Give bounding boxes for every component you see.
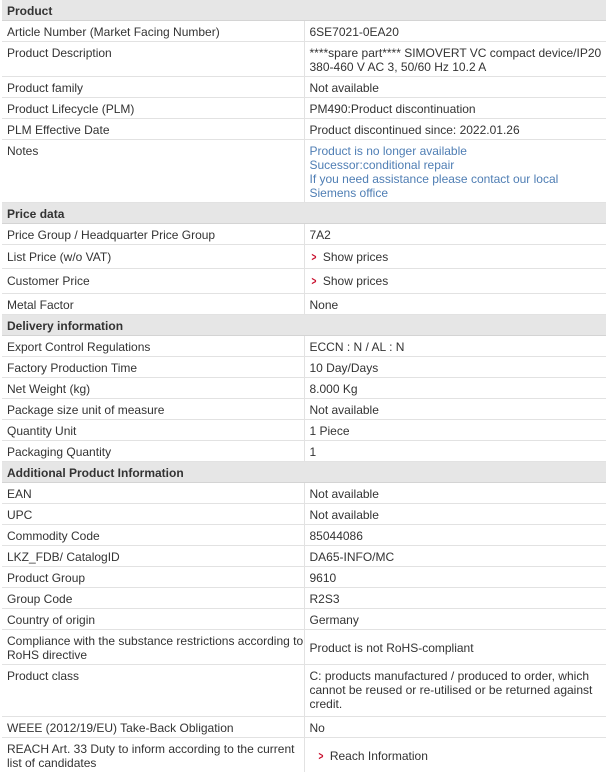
row-value: Not available [304,504,606,525]
row-value: ****spare part**** SIMOVERT VC compact device/IP20 380-460 V AC 3, 50/60 Hz 10.2 A [304,42,606,77]
reach-information-link-text[interactable]: Reach Information [330,749,428,763]
row-value: Not available [304,483,606,504]
table-row [2,504,606,525]
row-value: ECCN : N / AL : N [304,336,606,357]
table-row [2,21,606,42]
reach-information-link[interactable] [304,738,606,772]
row-label: Article Number (Market Facing Number) [2,21,304,42]
table-row [2,269,606,294]
show-prices-link[interactable]: Show prices [323,274,388,288]
notes-line: Sucessor:conditional repair [310,158,607,172]
row-value: 7A2 [304,224,606,245]
table-row [2,98,606,119]
row-value: No [304,717,606,738]
row-label: Price Group / Headquarter Price Group [2,224,304,245]
table-row [2,336,606,357]
table-row [2,567,606,588]
table-row [2,294,606,315]
table-row [2,546,606,567]
table-row [2,224,606,245]
row-label: Quantity Unit [2,420,304,441]
row-label: Product Lifecycle (PLM) [2,98,304,119]
section-title: Delivery information [2,315,606,336]
row-label: PLM Effective Date [2,119,304,140]
product-data-table [2,0,606,772]
section-title: Price data [2,203,606,224]
table-row [2,399,606,420]
table-row [2,378,606,399]
row-label: Net Weight (kg) [2,378,304,399]
row-label: Compliance with the substance restrictions according to RoHS directive [2,630,304,665]
row-label: UPC [2,504,304,525]
row-value: 1 [304,441,606,462]
chevron-right-icon: > [311,274,318,288]
row-label: Package size unit of measure [2,399,304,420]
row-label: WEEE (2012/19/EU) Take-Back Obligation [2,717,304,738]
section-header-additional [2,462,606,483]
notes-link-contact[interactable]: If you need assistance please contact our local Siemens office [310,172,607,200]
row-label: Notes [2,140,304,203]
table-row [2,630,606,665]
list-price-link[interactable] [304,245,606,269]
row-value: 10 Day/Days [304,357,606,378]
row-value: Not available [304,399,606,420]
row-value: 1 Piece [304,420,606,441]
table-row [2,245,606,269]
row-label: Commodity Code [2,525,304,546]
row-value: Product is not RoHS-compliant [304,630,606,665]
row-label: Metal Factor [2,294,304,315]
table-row [2,588,606,609]
row-value: Germany [304,609,606,630]
notes-line: Product is no longer available [310,144,607,158]
table-row [2,420,606,441]
row-label: Group Code [2,588,304,609]
notes-value [304,140,606,203]
row-value: PM490:Product discontinuation [304,98,606,119]
table-row [2,140,606,203]
row-value: Product discontinued since: 2022.01.26 [304,119,606,140]
row-label: Packaging Quantity [2,441,304,462]
chevron-right-icon: > [318,749,325,763]
section-title: Product [2,0,606,21]
section-header-price [2,203,606,224]
row-value: R2S3 [304,588,606,609]
row-value: None [304,294,606,315]
table-row [2,738,606,772]
section-header-delivery [2,315,606,336]
customer-price-link[interactable] [304,269,606,294]
row-label: Product family [2,77,304,98]
row-value: 8.000 Kg [304,378,606,399]
row-label: EAN [2,483,304,504]
chevron-right-icon: > [311,250,318,264]
table-row [2,665,606,717]
row-label: Factory Production Time [2,357,304,378]
row-value: 9610 [304,567,606,588]
table-row [2,525,606,546]
row-label: List Price (w/o VAT) [2,245,304,269]
section-header-product [2,0,606,21]
row-label: Product Group [2,567,304,588]
table-row [2,357,606,378]
show-prices-link[interactable]: Show prices [323,250,388,264]
row-value: 6SE7021-0EA20 [304,21,606,42]
row-label: Export Control Regulations [2,336,304,357]
table-row [2,42,606,77]
row-value: Not available [304,77,606,98]
row-value: 85044086 [304,525,606,546]
section-title: Additional Product Information [2,462,606,483]
row-label: REACH Art. 33 Duty to inform according to the current list of candidates [2,738,304,772]
table-row [2,483,606,504]
table-row [2,717,606,738]
row-label: Country of origin [2,609,304,630]
row-label: LKZ_FDB/ CatalogID [2,546,304,567]
table-row [2,77,606,98]
row-value: DA65-INFO/MC [304,546,606,567]
table-row [2,441,606,462]
row-label: Customer Price [2,269,304,294]
table-row [2,119,606,140]
row-label: Product Description [2,42,304,77]
row-label: Product class [2,665,304,717]
row-value: C: products manufactured / produced to order, which cannot be reused or re-utilised or be returned against credit. [304,665,606,717]
table-row [2,609,606,630]
